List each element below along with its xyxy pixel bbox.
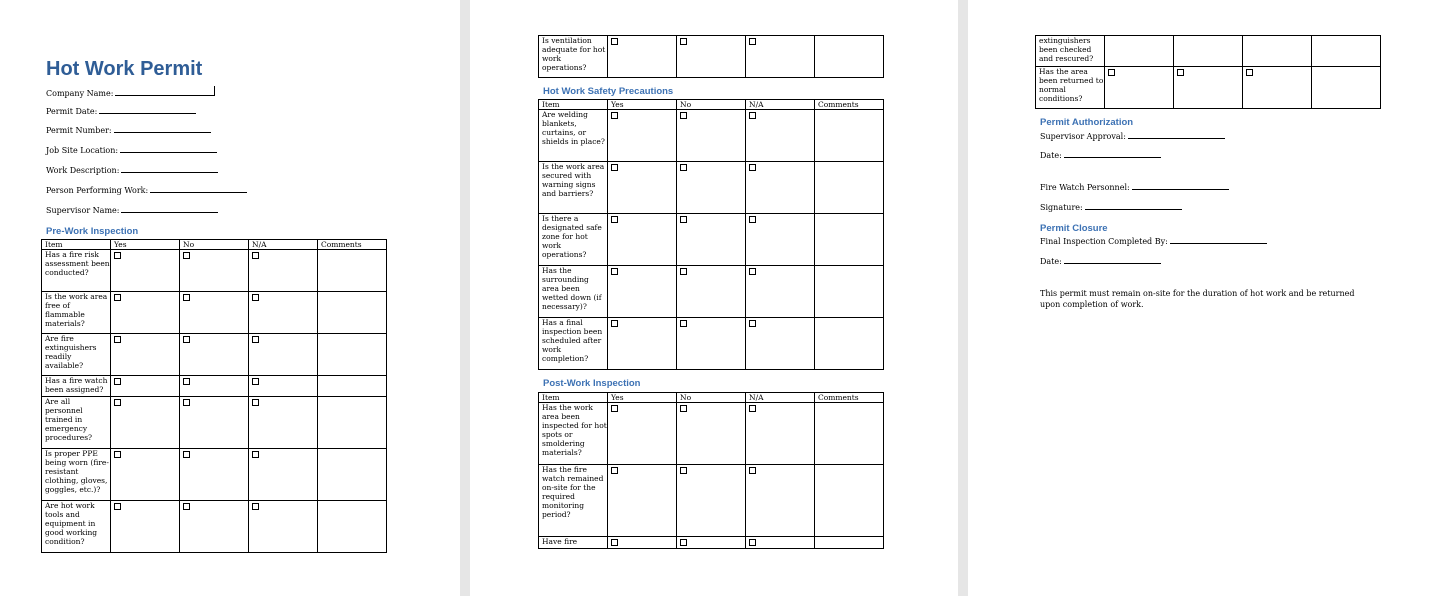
comments-column-header: Comments bbox=[815, 393, 884, 403]
permit-date-field[interactable] bbox=[46, 106, 196, 117]
document-title: Hot Work Permit bbox=[46, 58, 203, 80]
na-checkbox[interactable] bbox=[252, 336, 259, 343]
supervisor-approval-blank[interactable] bbox=[1128, 131, 1225, 139]
final-inspection-completed-by-blank[interactable] bbox=[1170, 236, 1267, 244]
continued-post-work-table bbox=[1035, 35, 1381, 109]
table-row bbox=[42, 449, 387, 501]
closing-note: This permit must remain on-site for the duration of hot work and be returned upon completion of work. bbox=[1040, 289, 1355, 309]
authorization-date-blank[interactable] bbox=[1064, 150, 1161, 158]
table-row bbox=[539, 266, 884, 318]
table-header-row bbox=[539, 100, 884, 110]
na-checkbox[interactable] bbox=[252, 252, 259, 259]
table-row bbox=[42, 292, 387, 334]
company-name-blank[interactable] bbox=[115, 86, 215, 96]
table-row bbox=[42, 376, 387, 397]
table-header-row bbox=[42, 240, 387, 250]
no-cell[interactable] bbox=[180, 501, 249, 553]
na-cell[interactable] bbox=[746, 36, 815, 78]
permit-authorization-heading: Permit Authorization bbox=[1040, 117, 1134, 128]
final-inspection-completed-by-label: Final Inspection Completed By: bbox=[1040, 237, 1168, 246]
table-row bbox=[539, 465, 884, 537]
authorization-date-field[interactable] bbox=[1040, 150, 1161, 161]
yes-cell[interactable] bbox=[608, 465, 677, 537]
item-column-header: Item bbox=[42, 240, 111, 250]
yes-cell[interactable] bbox=[608, 162, 677, 214]
permit-date-blank[interactable] bbox=[99, 106, 196, 114]
yes-checkbox[interactable] bbox=[114, 378, 121, 385]
yes-checkbox[interactable] bbox=[611, 320, 618, 327]
no-cell[interactable] bbox=[677, 266, 746, 318]
company-name-field[interactable] bbox=[46, 86, 215, 99]
comments-cell[interactable] bbox=[318, 501, 387, 553]
fire-watch-personnel-blank[interactable] bbox=[1132, 182, 1229, 190]
person-performing-work-blank[interactable] bbox=[150, 185, 247, 193]
na-checkbox[interactable] bbox=[749, 216, 756, 223]
item-cell: Has a fire risk assessment been conducted? bbox=[42, 250, 111, 292]
table-row bbox=[539, 403, 884, 465]
yes-cell[interactable] bbox=[111, 449, 180, 501]
no-checkbox[interactable] bbox=[183, 378, 190, 385]
permit-date-label: Permit Date: bbox=[46, 107, 98, 116]
item-cell: Are all personnel trained in emergency procedures? bbox=[42, 397, 111, 449]
pre-work-inspection-heading: Pre-Work Inspection bbox=[46, 226, 139, 237]
person-performing-work-label: Person Performing Work: bbox=[46, 186, 149, 195]
na-checkbox[interactable] bbox=[749, 112, 756, 119]
no-checkbox[interactable] bbox=[183, 399, 190, 406]
item-cell: Is the work area secured with warning signs and barriers? bbox=[539, 162, 608, 214]
no-cell[interactable] bbox=[677, 110, 746, 162]
authorization-date-label: Date: bbox=[1040, 151, 1062, 160]
table-row bbox=[539, 537, 884, 549]
comments-cell[interactable] bbox=[815, 36, 884, 78]
comments-cell[interactable] bbox=[318, 292, 387, 334]
yes-cell[interactable] bbox=[111, 501, 180, 553]
no-cell[interactable] bbox=[1174, 36, 1243, 67]
comments-cell[interactable] bbox=[815, 214, 884, 266]
comments-cell[interactable] bbox=[815, 537, 884, 549]
yes-checkbox[interactable] bbox=[611, 112, 618, 119]
fire-watch-personnel-field[interactable] bbox=[1040, 182, 1229, 193]
no-cell[interactable] bbox=[677, 403, 746, 465]
yes-cell[interactable] bbox=[111, 397, 180, 449]
yes-checkbox[interactable] bbox=[114, 503, 121, 510]
table-row bbox=[539, 36, 884, 78]
yes-checkbox[interactable] bbox=[611, 539, 618, 546]
comments-cell[interactable] bbox=[1312, 36, 1381, 67]
na-cell[interactable] bbox=[249, 334, 318, 376]
yes-checkbox[interactable] bbox=[114, 399, 121, 406]
comments-cell[interactable] bbox=[815, 318, 884, 370]
na-checkbox[interactable] bbox=[1246, 69, 1253, 76]
document-page-3 bbox=[968, 0, 1445, 596]
comments-cell[interactable] bbox=[318, 250, 387, 292]
table-row bbox=[42, 397, 387, 449]
yes-cell[interactable] bbox=[111, 334, 180, 376]
na-cell[interactable] bbox=[249, 449, 318, 501]
comments-cell[interactable] bbox=[318, 334, 387, 376]
na-cell[interactable] bbox=[249, 292, 318, 334]
na-cell[interactable] bbox=[746, 162, 815, 214]
na-checkbox[interactable] bbox=[252, 399, 259, 406]
no-checkbox[interactable] bbox=[680, 112, 687, 119]
post-work-inspection-table bbox=[538, 392, 884, 549]
item-cell: Has a fire watch been assigned? bbox=[42, 376, 111, 397]
closure-date-blank[interactable] bbox=[1064, 256, 1161, 264]
comments-cell[interactable] bbox=[318, 397, 387, 449]
item-cell: Has the work area been inspected for hot spots or smoldering materials? bbox=[539, 403, 608, 465]
permit-closure-heading: Permit Closure bbox=[1040, 223, 1108, 234]
na-checkbox[interactable] bbox=[749, 405, 756, 412]
na-column-header: N/A bbox=[746, 100, 815, 110]
item-cell: Is there a designated safe zone for hot work operations? bbox=[539, 214, 608, 266]
na-cell[interactable] bbox=[249, 376, 318, 397]
no-cell[interactable] bbox=[180, 292, 249, 334]
signature-label: Signature: bbox=[1040, 203, 1083, 212]
na-cell[interactable] bbox=[249, 250, 318, 292]
no-checkbox[interactable] bbox=[680, 216, 687, 223]
no-checkbox[interactable] bbox=[183, 252, 190, 259]
na-checkbox[interactable] bbox=[749, 268, 756, 275]
item-cell: Are fire extinguishers readily available? bbox=[42, 334, 111, 376]
yes-column-header: Yes bbox=[111, 240, 180, 250]
na-checkbox[interactable] bbox=[749, 38, 756, 45]
post-work-inspection-heading: Post-Work Inspection bbox=[543, 378, 641, 389]
work-description-field[interactable] bbox=[46, 165, 218, 176]
comments-cell[interactable] bbox=[318, 376, 387, 397]
no-cell[interactable] bbox=[677, 36, 746, 78]
yes-checkbox[interactable] bbox=[611, 38, 618, 45]
comments-cell[interactable] bbox=[1312, 67, 1381, 109]
na-column-header: N/A bbox=[249, 240, 318, 250]
no-checkbox[interactable] bbox=[680, 268, 687, 275]
yes-cell[interactable] bbox=[608, 266, 677, 318]
yes-cell[interactable] bbox=[608, 403, 677, 465]
no-cell[interactable] bbox=[677, 465, 746, 537]
table-row bbox=[539, 214, 884, 266]
no-checkbox[interactable] bbox=[183, 451, 190, 458]
permit-number-field[interactable] bbox=[46, 125, 211, 136]
item-column-header: Item bbox=[539, 100, 608, 110]
job-site-location-blank[interactable] bbox=[120, 145, 217, 153]
signature-blank[interactable] bbox=[1085, 202, 1182, 210]
na-column-header: N/A bbox=[746, 393, 815, 403]
no-cell[interactable] bbox=[1174, 67, 1243, 109]
na-checkbox[interactable] bbox=[749, 467, 756, 474]
table-row bbox=[1036, 36, 1381, 67]
yes-checkbox[interactable] bbox=[1108, 69, 1115, 76]
yes-checkbox[interactable] bbox=[611, 164, 618, 171]
table-row bbox=[42, 334, 387, 376]
permit-number-blank[interactable] bbox=[114, 125, 211, 133]
yes-cell[interactable] bbox=[1105, 36, 1174, 67]
yes-cell[interactable] bbox=[111, 376, 180, 397]
yes-checkbox[interactable] bbox=[114, 336, 121, 343]
yes-column-header: Yes bbox=[608, 100, 677, 110]
comments-cell[interactable] bbox=[815, 465, 884, 537]
yes-cell[interactable] bbox=[608, 537, 677, 549]
item-cell: extinguishers been checked and rescured? bbox=[1036, 36, 1105, 67]
na-cell[interactable] bbox=[746, 318, 815, 370]
item-cell: Has a final inspection been scheduled after work completion? bbox=[539, 318, 608, 370]
no-cell[interactable] bbox=[677, 162, 746, 214]
item-cell: Has the area been returned to normal conditions? bbox=[1036, 67, 1105, 109]
na-checkbox[interactable] bbox=[749, 320, 756, 327]
hot-work-safety-precautions-heading: Hot Work Safety Precautions bbox=[543, 86, 674, 97]
company-name-label: Company Name: bbox=[46, 89, 114, 98]
table-row bbox=[42, 250, 387, 292]
comments-cell[interactable] bbox=[815, 162, 884, 214]
signature-field[interactable] bbox=[1040, 202, 1182, 213]
na-cell[interactable] bbox=[1243, 67, 1312, 109]
no-checkbox[interactable] bbox=[680, 164, 687, 171]
yes-checkbox[interactable] bbox=[114, 252, 121, 259]
yes-column-header: Yes bbox=[608, 393, 677, 403]
no-checkbox[interactable] bbox=[680, 405, 687, 412]
no-checkbox[interactable] bbox=[680, 320, 687, 327]
comments-cell[interactable] bbox=[318, 449, 387, 501]
person-performing-work-field[interactable] bbox=[46, 185, 247, 196]
na-checkbox[interactable] bbox=[252, 451, 259, 458]
yes-checkbox[interactable] bbox=[611, 405, 618, 412]
yes-checkbox[interactable] bbox=[114, 451, 121, 458]
na-cell[interactable] bbox=[746, 110, 815, 162]
no-column-header: No bbox=[677, 100, 746, 110]
item-cell: Is ventilation adequate for hot work operations? bbox=[539, 36, 608, 78]
no-cell[interactable] bbox=[677, 537, 746, 549]
fire-watch-personnel-label: Fire Watch Personnel: bbox=[1040, 183, 1130, 192]
na-cell[interactable] bbox=[249, 397, 318, 449]
no-checkbox[interactable] bbox=[183, 336, 190, 343]
no-column-header: No bbox=[677, 393, 746, 403]
item-cell: Are welding blankets, curtains, or shields in place? bbox=[539, 110, 608, 162]
no-checkbox[interactable] bbox=[183, 503, 190, 510]
table-row bbox=[539, 162, 884, 214]
table-row bbox=[539, 318, 884, 370]
item-cell: Have fire bbox=[539, 537, 608, 549]
yes-cell[interactable] bbox=[608, 214, 677, 266]
yes-checkbox[interactable] bbox=[611, 467, 618, 474]
final-inspection-completed-by-field[interactable] bbox=[1040, 236, 1267, 247]
table-row bbox=[1036, 67, 1381, 109]
item-cell: Is the work area free of flammable materials? bbox=[42, 292, 111, 334]
no-cell[interactable] bbox=[180, 449, 249, 501]
work-description-blank[interactable] bbox=[121, 165, 218, 173]
supervisor-name-label: Supervisor Name: bbox=[46, 206, 120, 215]
comments-column-header: Comments bbox=[318, 240, 387, 250]
continued-pre-work-table bbox=[538, 35, 884, 78]
no-checkbox[interactable] bbox=[680, 38, 687, 45]
no-checkbox[interactable] bbox=[680, 539, 687, 546]
comments-cell[interactable] bbox=[815, 266, 884, 318]
na-cell[interactable] bbox=[746, 465, 815, 537]
yes-checkbox[interactable] bbox=[611, 268, 618, 275]
yes-cell[interactable] bbox=[608, 110, 677, 162]
job-site-location-label: Job Site Location: bbox=[46, 146, 119, 155]
no-cell[interactable] bbox=[180, 334, 249, 376]
comments-cell[interactable] bbox=[815, 403, 884, 465]
comments-cell[interactable] bbox=[815, 110, 884, 162]
na-checkbox[interactable] bbox=[749, 164, 756, 171]
item-cell: Has the fire watch remained on-site for the required monitoring period? bbox=[539, 465, 608, 537]
supervisor-approval-field[interactable] bbox=[1040, 131, 1225, 142]
no-column-header: No bbox=[180, 240, 249, 250]
no-cell[interactable] bbox=[677, 318, 746, 370]
yes-cell[interactable] bbox=[111, 292, 180, 334]
no-cell[interactable] bbox=[180, 250, 249, 292]
yes-cell[interactable] bbox=[111, 250, 180, 292]
item-cell: Has the surrounding area been wetted down (if necessary)? bbox=[539, 266, 608, 318]
document-page-2 bbox=[470, 0, 958, 596]
yes-checkbox[interactable] bbox=[611, 216, 618, 223]
na-cell[interactable] bbox=[746, 403, 815, 465]
yes-cell[interactable] bbox=[608, 36, 677, 78]
supervisor-name-field[interactable] bbox=[46, 205, 218, 216]
no-checkbox[interactable] bbox=[183, 294, 190, 301]
table-row bbox=[42, 501, 387, 553]
item-cell: Are hot work tools and equipment in good working condition? bbox=[42, 501, 111, 553]
na-checkbox[interactable] bbox=[749, 539, 756, 546]
comments-column-header: Comments bbox=[815, 100, 884, 110]
yes-cell[interactable] bbox=[1105, 67, 1174, 109]
permit-number-label: Permit Number: bbox=[46, 126, 112, 135]
na-cell[interactable] bbox=[249, 501, 318, 553]
no-cell[interactable] bbox=[180, 397, 249, 449]
table-row bbox=[539, 110, 884, 162]
item-cell: Is proper PPE being worn (fire-resistant clothing, gloves, goggles, etc.)? bbox=[42, 449, 111, 501]
no-checkbox[interactable] bbox=[1177, 69, 1184, 76]
pre-work-inspection-table bbox=[41, 239, 387, 553]
na-cell[interactable] bbox=[746, 266, 815, 318]
yes-cell[interactable] bbox=[608, 318, 677, 370]
na-cell[interactable] bbox=[746, 214, 815, 266]
na-cell[interactable] bbox=[1243, 36, 1312, 67]
job-site-location-field[interactable] bbox=[46, 145, 217, 156]
document-page-1 bbox=[0, 0, 460, 596]
closure-date-label: Date: bbox=[1040, 257, 1062, 266]
supervisor-approval-label: Supervisor Approval: bbox=[1040, 132, 1126, 141]
na-checkbox[interactable] bbox=[252, 503, 259, 510]
work-description-label: Work Description: bbox=[46, 166, 120, 175]
item-column-header: Item bbox=[539, 393, 608, 403]
na-checkbox[interactable] bbox=[252, 294, 259, 301]
na-cell[interactable] bbox=[746, 537, 815, 549]
table-header-row bbox=[539, 393, 884, 403]
yes-checkbox[interactable] bbox=[114, 294, 121, 301]
closure-date-field[interactable] bbox=[1040, 256, 1161, 267]
no-checkbox[interactable] bbox=[680, 467, 687, 474]
no-cell[interactable] bbox=[180, 376, 249, 397]
na-checkbox[interactable] bbox=[252, 378, 259, 385]
no-cell[interactable] bbox=[677, 214, 746, 266]
safety-precautions-table bbox=[538, 99, 884, 370]
supervisor-name-blank[interactable] bbox=[121, 205, 218, 213]
